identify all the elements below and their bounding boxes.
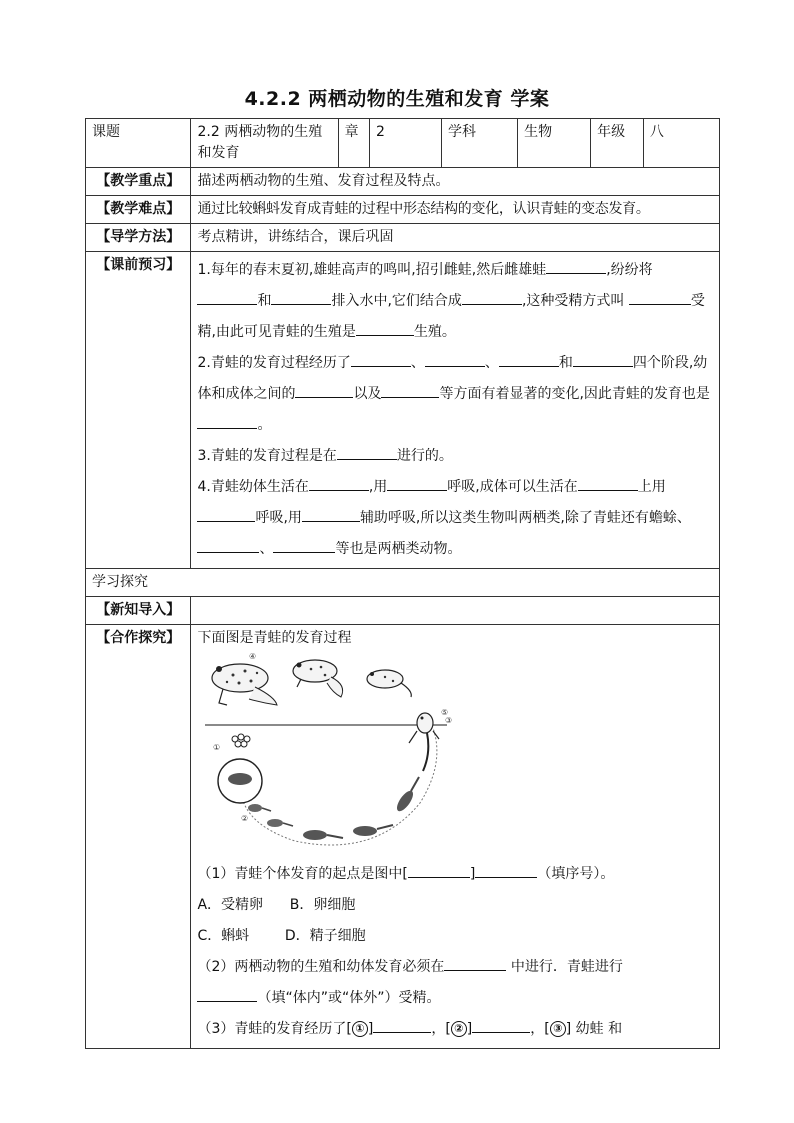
coop-q2: （2）两栖动物的生殖和幼体发育必须在 中进行．青蛙进行 （填“体内”或“体外”）受精。 (197, 952, 713, 1014)
difficulty-value: 通过比较蝌蚪发育成青蛙的过程中形态结构的变化，认识青蛙的变态发育。 (191, 196, 720, 224)
magnified-embryo-icon (218, 759, 262, 803)
blank[interactable] (408, 861, 470, 878)
blank[interactable] (475, 861, 537, 878)
focus-row (86, 168, 720, 196)
focus-label: 【教学重点】 (86, 168, 191, 196)
preview-q1: 1.每年的春末夏初,雄蛙高声的鸣叫,招引雌蛙,然后雌雄蛙 ,纷纷将 和 排入水中,它们结合成 ,这种受精方式叫 受精,由此可见青蛙的生殖是 生殖。 (197, 255, 713, 348)
blank[interactable] (578, 474, 638, 491)
difficulty-row (86, 196, 720, 224)
stage-number-3: ③ (550, 1021, 566, 1037)
preview-label: 【课前预习】 (86, 252, 191, 569)
coop-q1: （1）青蛙个体发育的起点是图中[ ] （填序号）。 (197, 859, 713, 890)
blank[interactable] (337, 443, 397, 460)
course-label: 课题 (86, 119, 191, 168)
blank[interactable] (387, 474, 447, 491)
coop-intro: 下面图是青蛙的发育过程 (197, 630, 352, 646)
preview-content (191, 252, 720, 569)
blank[interactable] (273, 536, 335, 553)
label-1: ① (213, 743, 221, 752)
coop-label: 【合作探究】 (86, 625, 191, 1049)
adult-frog-icon (212, 664, 277, 705)
grade-value: 八 (643, 119, 719, 168)
tadpole-with-legs-icon (409, 713, 439, 771)
method-label: 【导学方法】 (86, 224, 191, 252)
label-5: ⑤ (441, 708, 449, 717)
blank[interactable] (629, 288, 691, 305)
blank[interactable] (546, 257, 606, 274)
coop-q3: （3）青蛙的发育经历了[ ① ] ，[ ② ] ，[ ③ ] 幼蛙 和 (197, 1014, 713, 1045)
preview-q3: 3.青蛙的发育过程是在 进行的。 (197, 441, 713, 472)
cycle-arc (241, 728, 437, 845)
blank[interactable] (302, 505, 360, 522)
chapter-value: 2 (370, 119, 442, 168)
blank[interactable] (271, 288, 331, 305)
blank[interactable] (356, 319, 414, 336)
option-b[interactable]: B．卵细胞 (289, 897, 356, 913)
coop-q1-options-ab (197, 890, 713, 921)
subject-value: 生物 (518, 119, 591, 168)
blank[interactable] (573, 350, 633, 367)
blank[interactable] (373, 1016, 431, 1033)
blank[interactable] (197, 505, 255, 522)
method-row (86, 224, 720, 252)
option-c[interactable]: C．蝌蚪 (197, 928, 250, 944)
blank[interactable] (425, 350, 485, 367)
subject-label: 学科 (442, 119, 518, 168)
stage-number-2: ② (451, 1021, 467, 1037)
blank[interactable] (444, 954, 506, 971)
difficulty-label: 【教学难点】 (86, 196, 191, 224)
blank[interactable] (197, 985, 257, 1002)
coop-content (191, 625, 720, 1049)
label-4: ④ (249, 653, 257, 661)
preview-row (86, 252, 720, 569)
egg-mass-icon (232, 734, 250, 747)
jumping-frog-icon (293, 660, 343, 697)
explore-label: 学习探究 (86, 569, 720, 597)
label-2: ② (241, 814, 249, 823)
blank[interactable] (499, 350, 559, 367)
frog-life-cycle-diagram (205, 653, 465, 853)
header-row (86, 119, 720, 168)
intro-label: 【新知导入】 (86, 597, 191, 625)
intro-row (86, 597, 720, 625)
blank[interactable] (197, 288, 257, 305)
blank[interactable] (472, 1016, 530, 1033)
preview-q2: 2.青蛙的发育过程经历了 、 、 和 四个阶段,幼体和成体之间的 以及 等方面有着显著的变化,因此青蛙的发育也是。 (197, 348, 713, 441)
stage-number-1: ① (352, 1021, 368, 1037)
option-d[interactable]: D．精子细胞 (284, 928, 366, 944)
explore-row (86, 569, 720, 597)
blank[interactable] (309, 474, 369, 491)
blank[interactable] (381, 381, 439, 398)
coop-q1-options-cd (197, 921, 713, 952)
grade-label: 年级 (591, 119, 644, 168)
blank[interactable] (197, 412, 257, 429)
lesson-table (85, 118, 720, 1049)
chapter-label: 章 (338, 119, 369, 168)
blank[interactable] (351, 350, 411, 367)
course-value: 2.2 两栖动物的生殖和发育 (191, 119, 338, 168)
coop-row (86, 625, 720, 1049)
method-value: 考点精讲，讲练结合，课后巩固 (191, 224, 720, 252)
intro-value (191, 597, 720, 625)
page-title: 4.2.2 两栖动物的生殖和发育 学案 (244, 88, 550, 110)
focus-value: 描述两栖动物的生殖、发育过程及特点。 (191, 168, 720, 196)
blank[interactable] (197, 536, 259, 553)
option-a[interactable]: A．受精卵 (197, 897, 264, 913)
label-3: ③ (445, 716, 453, 725)
blank[interactable] (295, 381, 353, 398)
froglet-icon (367, 670, 411, 697)
tadpoles-icon (248, 777, 419, 840)
preview-q4: 4.青蛙幼体生活在 ,用 呼吸,成体可以生活在 上用呼吸,用 辅助呼吸,所以这类生物叫两栖类,除了青蛙还有蟾蜍、、 等也是两栖类动物。 (197, 472, 713, 565)
frog-life-cycle-figure (205, 653, 465, 853)
blank[interactable] (462, 288, 522, 305)
